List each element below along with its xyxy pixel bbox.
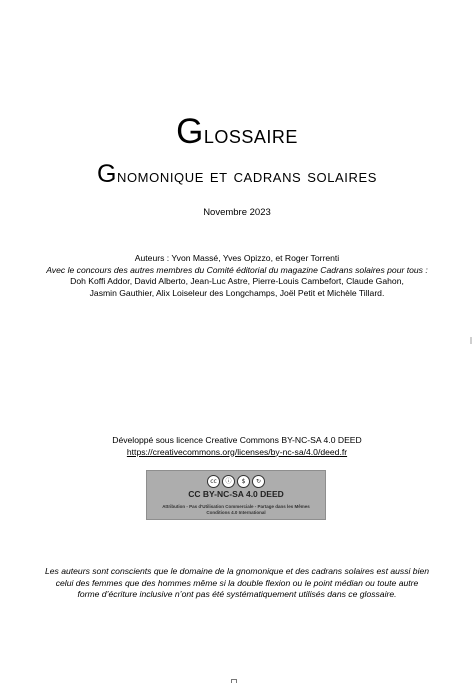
authors-line: Auteurs : Yvon Massé, Yves Opizzo, et Roger Torrenti [134, 253, 340, 263]
inclusive-writing-note [0, 566, 474, 601]
publication-date: Novembre 2023 [203, 207, 271, 218]
document-subtitle [0, 160, 474, 189]
committee-prefix: Avec le concours des autres membres du Comité éditorial du magazine [46, 264, 321, 275]
contributors-line-1: Doh Koffi Addor, David Alberto, Jean-Luc Astre, Pierre-Louis Cambefort, Claude Gahon, [70, 276, 404, 286]
cc-license-badge [146, 470, 326, 520]
magazine-name: Cadrans solaires pour tous [320, 264, 423, 275]
subtitle-rest: nomonique et cadrans solaires [116, 166, 378, 187]
title-rest: lossaire [203, 121, 298, 149]
cc-icons [147, 475, 325, 488]
title-initial: G [176, 112, 204, 151]
edge-mark [470, 337, 472, 344]
badge-code: CC BY-NC-SA 4.0 DEED [188, 489, 284, 499]
page-marker [231, 679, 237, 683]
committee-suffix: : [422, 264, 428, 275]
authors-block [0, 253, 474, 299]
note-line-2: celui des femmes que des hommes même si la double flexion ou le point médian ou toute autre [55, 577, 419, 588]
noncommercial-icon: $ [237, 475, 250, 488]
cc-icon: cc [207, 475, 220, 488]
license-link[interactable]: https://creativecommons.org/licenses/by-nc-sa/4.0/deed.fr [126, 446, 348, 457]
attribution-icon: ⓘ [222, 475, 235, 488]
note-line-1: Les auteurs sont conscients que le domaine de la gnomonique et des cadrans solaires est aussi bien [44, 566, 430, 576]
committee-line [0, 265, 474, 277]
contributors-line-2: Jasmin Gauthier, Alix Loiseleur des Longchamps, Joël Petit et Michèle Tillard. [89, 287, 385, 298]
subtitle-initial: G [96, 160, 117, 188]
sharealike-icon: ↻ [252, 475, 265, 488]
license-block [0, 435, 474, 458]
license-statement: Développé sous licence Creative Commons BY-NC-SA 4.0 DEED [112, 435, 362, 445]
badge-fine-print: Attribution - Pas d'Utilisation Commerciale - Partage dans les Mêmes Conditions 4.0 International [162, 504, 310, 515]
note-line-3: forme d’écriture inclusive n’ont pas été systématiquement utilisés dans ce glossaire. [77, 589, 397, 599]
document-title [0, 112, 474, 152]
